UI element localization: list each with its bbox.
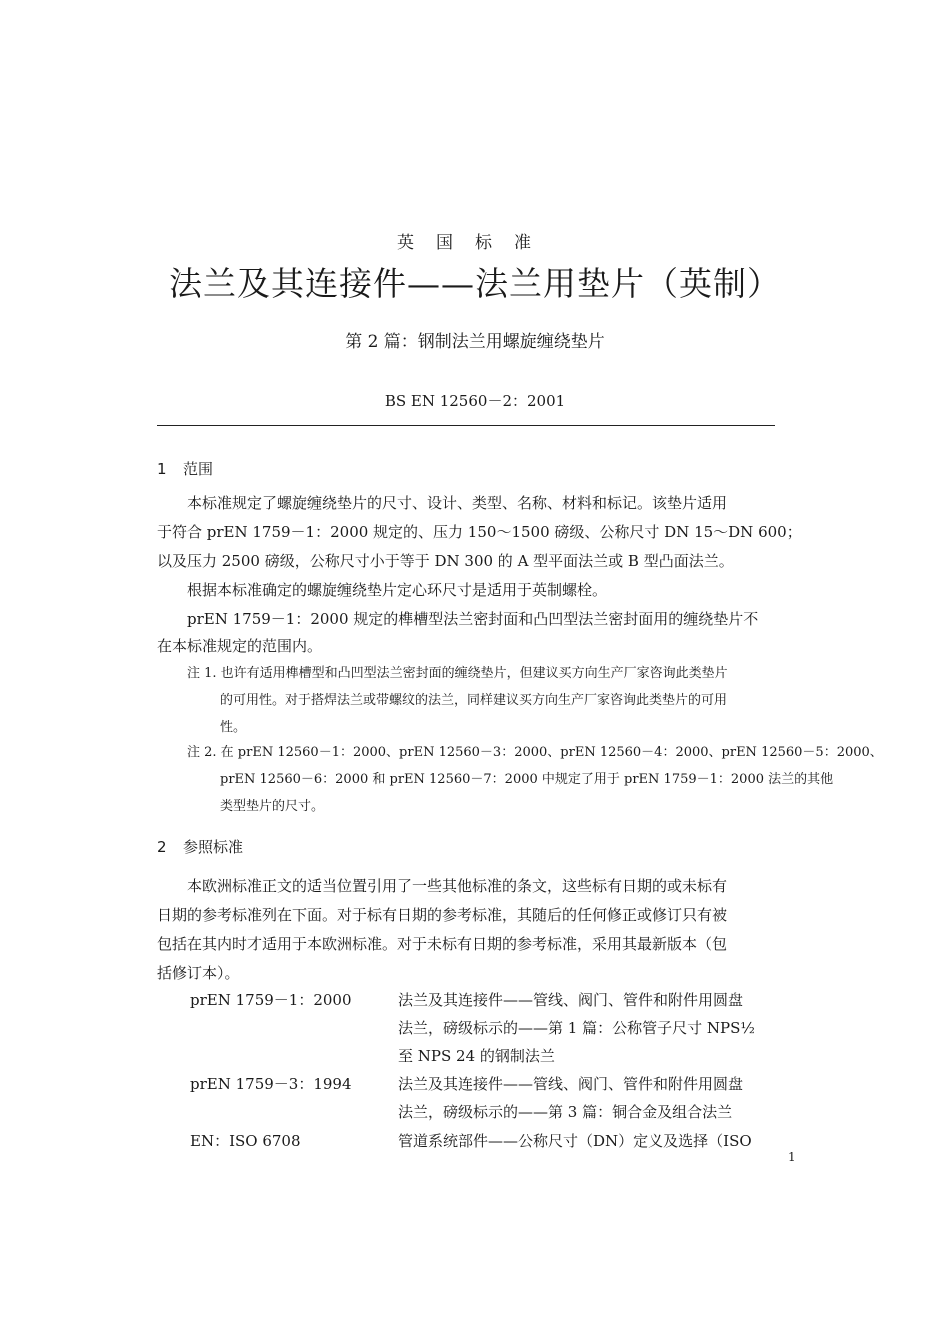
standard-type-heading: 英国标准 [397,233,553,253]
reference-code: prEN 1759－3：1994 [190,1075,352,1093]
reference-title-line: 至 NPS 24 的钢制法兰 [398,1047,555,1065]
section-1-para3-line2: 在本标准规定的范围内。 [157,637,323,655]
section-1-note2-line2: prEN 12560－6：2000 和 prEN 12560－7：2000 中规定了用于 prEN 1759－1：2000 法兰的其他 [220,772,834,787]
section-1-note1-line1: 注 1. 也许有适用榫槽型和凸凹型法兰密封面的缠绕垫片，但建议买方向生产厂家咨询此类垫片 [187,666,728,681]
section-1-note1-line2: 的可用性。对于搭焊法兰或带螺纹的法兰，同样建议买方向生产厂家咨询此类垫片的可用 [220,693,728,708]
reference-code: EN：ISO 6708 [190,1132,301,1150]
section-2-para-line4: 括修订本）。 [157,964,240,982]
standard-code: BS EN 12560－2：2001 [384,392,566,410]
reference-title-line: 法兰，磅级标示的——第 1 篇：公称管子尺寸 NPS½ [398,1019,755,1037]
section-1-note2-line1: 注 2. 在 prEN 12560－1：2000、prEN 12560－3：2000、prEN 12560－4：2000、prEN 12560－5：2000、 [187,745,883,760]
reference-title-line: 法兰及其连接件——管线、阀门、管件和附件用圆盘 [398,1075,744,1093]
section-2-title: 参照标准 [183,838,244,856]
section-2-heading [157,836,243,857]
section-1-para1-line1: 本标准规定了螺旋缠绕垫片的尺寸、设计、类型、名称、材料和标记。该垫片适用 [187,494,728,512]
reference-code: prEN 1759－1：2000 [190,991,352,1009]
section-1-para1-line3: 以及压力 2500 磅级，公称尺寸小于等于 DN 300 的 A 型平面法兰或 B 型凸面法兰。 [157,552,734,570]
section-1-note1-line3: 性。 [220,720,247,735]
section-1-para3-line1: prEN 1759－1：2000 规定的榫槽型法兰密封面和凸凹型法兰密封面用的缠绕垫片不 [187,610,759,628]
header-divider [157,425,775,426]
reference-title-line: 管道系统部件——公称尺寸（DN）定义及选择（ISO [398,1132,752,1150]
document-subtitle: 第 2 篇：钢制法兰用螺旋缠绕垫片 [345,332,605,352]
section-2-para-line3: 包括在其内时才适用于本欧洲标准。对于未标有日期的参考标准，采用其最新版本（包 [157,935,728,953]
reference-title-line: 法兰，磅级标示的——第 3 篇：铜合金及组合法兰 [398,1103,733,1121]
section-1-heading [157,458,213,479]
section-2-para-line1: 本欧洲标准正文的适当位置引用了一些其他标准的条文，这些标有日期的或未标有 [187,877,728,895]
section-1-number: 1 [157,460,167,478]
page-number: 1 [788,1150,796,1164]
section-1-note2-line3: 类型垫片的尺寸。 [220,799,325,814]
section-1-para2: 根据本标准确定的螺旋缠绕垫片定心环尺寸是适用于英制螺栓。 [187,581,608,599]
section-2-number: 2 [157,838,167,856]
reference-title-line: 法兰及其连接件——管线、阀门、管件和附件用圆盘 [398,991,744,1009]
section-1-para1-line2: 于符合 prEN 1759－1：2000 规定的、压力 150～1500 磅级、公称尺寸 DN 15～DN 600； [157,523,802,541]
section-2-para-line2: 日期的参考标准列在下面。对于标有日期的参考标准，其随后的任何修正或修订只有被 [157,906,728,924]
section-1-title: 范围 [183,460,214,478]
document-title: 法兰及其连接件——法兰用垫片（英制） [169,264,781,303]
